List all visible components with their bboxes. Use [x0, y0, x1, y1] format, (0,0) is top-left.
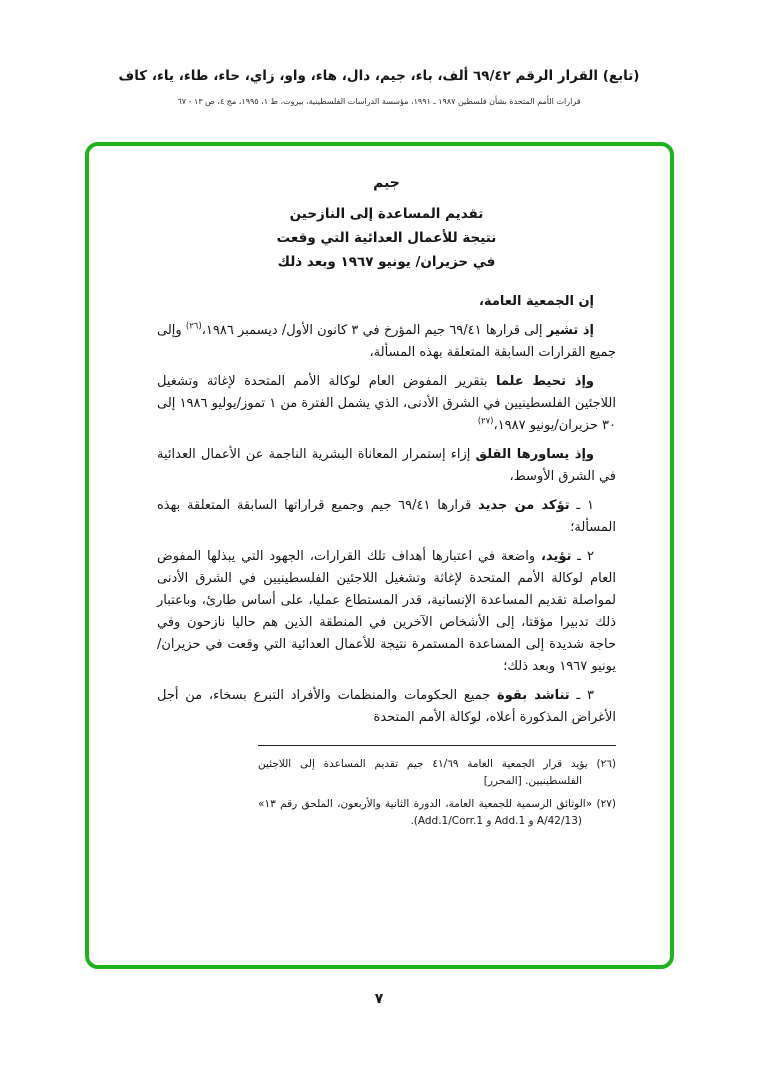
resolution-title-line: تقديم المساعدة إلى النازحين: [289, 206, 484, 222]
page-number: ٧: [374, 991, 384, 1007]
green-annotation-box: [85, 142, 674, 969]
text-segment: وإذ يساورها القلق: [475, 447, 594, 462]
resolution-paragraph: [157, 320, 616, 364]
resolution-paragraph: [157, 685, 616, 729]
resolution-paragraph: [157, 371, 616, 437]
resolution-title-line: نتيجة للأعمال العدائية التي وقعت: [276, 230, 497, 246]
text-segment: ١ ـ: [569, 498, 594, 513]
text-segment: تؤيد،: [541, 549, 572, 564]
section-letter: جيم: [373, 175, 400, 191]
resolution-title-line: في حزيران/ يونيو ١٩٦٧ وبعد ذلك: [277, 254, 496, 270]
text-segment: بتقرير المفوض العام لوكالة الأمم المتحدة لإغاثة وتشغيل اللاجئين الفلسطينيين في الشرق الأدنى، الذي يشمل الفترة من ١ تموز/يوليو ١٩٨٦ إلى ٣٠ حزيران/يونيو ١٩٨٧،: [157, 374, 616, 433]
source-citation-line: قرارات الأمم المتحدة بشأن فلسطين ١٩٨٧ ـ ١٩٩١، مؤسسة الدراسات الفلسطينية، بيروت، ط ١، ١٩٩٥، مج ٤، ص ١٣ - ٦٧: [177, 97, 581, 106]
text-segment: إن الجمعية العامة،: [479, 294, 594, 309]
resolution-paragraphs: [157, 291, 616, 729]
footnotes-section: [258, 756, 616, 830]
text-segment: وإلى جميع القرارات السابقة المتعلقة بهذه المسألة،: [157, 323, 616, 360]
footnote: (٢٦) يؤيد قرار الجمعية العامة ٤١/٦٩ جيم تقديم المساعدة إلى اللاجئين الفلسطينيين. [المحرر]: [258, 758, 616, 787]
text-segment: إلى قرارها ٦٩/٤١ جيم المؤرخ في ٣ كانون الأول/ ديسمبر ١٩٨٦،: [201, 323, 547, 338]
text-segment: إذ تشير: [546, 323, 594, 338]
footnote-separator: [258, 745, 616, 746]
footnote: (٢٧) «الوثائق الرسمية للجمعية العامة، الدورة الثانية والأربعون، الملحق رقم ١٣» (A/42/13 و Add.1 و Add.1/Corr.1).: [258, 798, 616, 827]
text-segment: جميع الحكومات والمنظمات والأفراد التبرع بسخاء، من أجل الأغراض المذكورة أعلاه، لوكالة الأمم المتحدة: [157, 688, 616, 725]
resolution-paragraph: [157, 546, 616, 678]
page-header: [0, 68, 758, 106]
text-segment: ٢ ـ: [571, 549, 594, 564]
document-body: [89, 146, 670, 852]
resolution-paragraph: [157, 291, 616, 313]
resolution-paragraph: [157, 495, 616, 539]
footnote-reference: (٢٧): [477, 416, 494, 427]
text-segment: واضعة في اعتبارها أهداف تلك القرارات، الجهود التي يبذلها المفوض العام لوكالة الأمم المتحدة لإغاثة وتشغيل اللاجئين الفلسطينيين في الشرق الأدنى لمواصلة تقديم المساعدة الإنسانية، قدر المستطاع عمليا، على أساس طارئ، وباعتبار ذلك تدبيرا مؤقتا، إلى الأشخاص الآخرين في المنطقة الذين هم حاليا نازحون وفي حاجة شديدة إلى المساعدة المستمرة نتيجة للأعمال العدائية التي وقعت في حزيران/يونيو ١٩٦٧ وبعد ذلك؛: [157, 549, 616, 674]
continued-resolution-title: (تابع) القرار الرقم ٦٩/٤٢ ألف، باء، جيم، دال، هاء، واو، زاي، حاء، طاء، ياء، كاف: [118, 68, 640, 84]
text-segment: تناشد بقوة: [497, 688, 570, 703]
text-segment: إزاء إستمرار المعاناة البشرية الناجمة عن الأعمال العدائية في الشرق الأوسط،: [157, 447, 616, 484]
text-segment: ٣ ـ: [569, 688, 595, 703]
text-segment: تؤكد من جديد: [478, 498, 570, 513]
text-segment: وإذ تحيط علما: [495, 374, 594, 389]
resolution-title: [157, 202, 616, 274]
resolution-paragraph: [157, 444, 616, 488]
footnote-reference: (٢٦): [185, 321, 202, 332]
text-segment: قرارها ٦٩/٤١ جيم وجميع قراراتها السابقة المتعلقة بهذه المسألة؛: [157, 498, 616, 535]
